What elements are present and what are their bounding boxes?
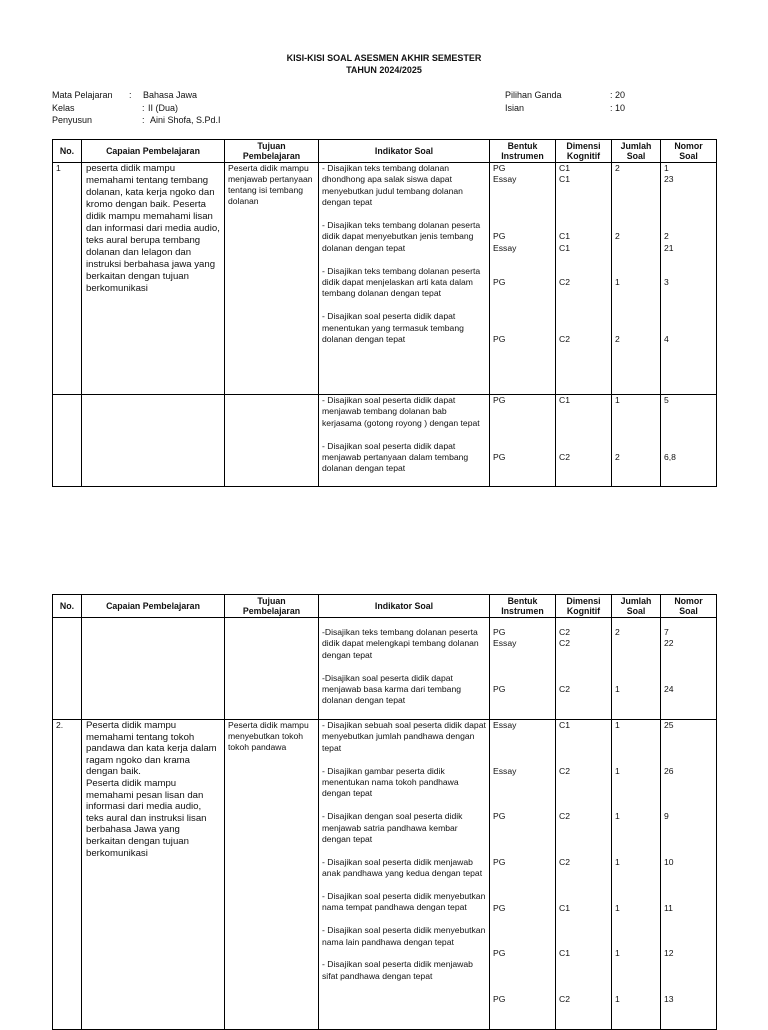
meta-class-label: Kelas [52, 102, 75, 113]
meta-subject [52, 89, 352, 102]
cell-jumlah [612, 618, 661, 720]
nomor-values: 1 23 2 21 3 4 [664, 163, 674, 345]
cell-nomor [661, 720, 717, 1030]
cell-no: 2. [53, 720, 82, 1030]
table-header-row [53, 595, 717, 618]
meta-mc-label: Pilihan Ganda [505, 90, 562, 100]
document-title: KISI-KISI SOAL ASESMEN AKHIR SEMESTER [286, 53, 482, 63]
indicator-item: - Disajikan soal peserta didik dapat menjawab pertanyaan dalam tembang dolanan dengan tepat [322, 440, 469, 474]
meta-author-sep: : [142, 115, 145, 125]
jumlah-values: 2 1 [615, 627, 620, 695]
indicator-item: - Disajikan teks tembang dolanan peserta didik dapat menjelaskan arti kata dalam tembang dolanan dengan tepat [322, 265, 481, 299]
cell-dimensi [556, 163, 612, 395]
grid-table-2 [52, 594, 717, 1030]
cell-bentuk [490, 618, 556, 720]
cell-no [53, 618, 82, 720]
indicator-item: - Disajikan dengan soal peserta didik menjawab satria pandhawa kembar dengan tepat [322, 811, 463, 845]
header-indikator: Indikator Soal [319, 140, 490, 163]
cell-cp: Peserta didik mampu memahami tentang tokoh pandawa dan kata kerja dalam ragam ngoko dan krama dengan baik. Peserta didik mampu memahami pesan lisan dan informasi dari media audio, teks aural dan instruksi lisan berbahasa Jawa yang berkaitan dengan tujuan berkomunikasi [82, 720, 225, 1030]
cell-bentuk [490, 163, 556, 395]
indicator-item: - Disajikan soal peserta didik menjawab anak pandhawa yang kedua dengan tepat [322, 856, 483, 879]
jumlah-values: 1 2 [615, 395, 620, 463]
indicator-item: - Disajikan soal peserta didik menyebutkan nama lain pandhawa dengan tepat [322, 925, 486, 947]
indicator-item: - Disajikan soal peserta didik dapat menjawab tembang dolanan bab kerjasama (gotong royong ) dengan tepat [322, 395, 480, 428]
header-indikator: Indikator Soal [319, 595, 490, 618]
meta-left [52, 89, 352, 127]
header-tp: Tujuan Pembelajaran [225, 595, 319, 618]
nomor-values: 7 22 24 [664, 627, 674, 695]
indicator-item: - Disajikan soal peserta didik menjawab sifat pandhawa dengan tepat [322, 959, 473, 981]
header-dimensi: Dimensi Kognitif [556, 595, 612, 618]
meta-class-value: II (Dua) [148, 102, 179, 113]
cell-jumlah [612, 720, 661, 1030]
jumlah-values: 2 2 1 2 [615, 163, 620, 345]
meta-class-sep: : [142, 102, 145, 113]
header-no: No. [53, 595, 82, 618]
cell-tp [225, 395, 319, 487]
nomor-values: 25 26 9 10 11 12 13 [664, 720, 674, 1004]
table-row [53, 720, 717, 1030]
dimensi-values: C1 C1 C1 C1 C2 C2 [559, 163, 570, 345]
meta-subject-sep: : [129, 90, 132, 100]
meta-essay-label: Isian [505, 102, 525, 113]
cell-cp [82, 395, 225, 487]
bentuk-values: Essay Essay PG PG PG PG PG [493, 720, 517, 1004]
header-jumlah: Jumlah Soal [612, 595, 661, 618]
header-bentuk: Bentuk Instrumen [490, 140, 556, 163]
header-nomor: Nomor Soal [661, 595, 717, 618]
cell-indikator [319, 720, 490, 1030]
cell-tp: Peserta didik mampu menyebutkan tokoh tokoh pandawa [225, 720, 319, 1030]
meta-multiple-choice [505, 89, 705, 102]
header-cp: Capaian Pembelajaran [82, 595, 225, 618]
indicator-item: -Disajikan soal peserta didik dapat menjawab basa karma dari tembang dolanan dengan tepat [322, 672, 462, 706]
cell-jumlah [612, 395, 661, 487]
cell-nomor [661, 395, 717, 487]
header-tp: Tujuan Pembelajaran [225, 140, 319, 163]
meta-right [505, 89, 705, 114]
header-nomor: Nomor Soal [661, 140, 717, 163]
meta-mc-value: : 20 [610, 90, 626, 100]
cell-nomor [661, 163, 717, 395]
indicator-item: - Disajikan soal peserta didik menyebutkan nama tempat pandhawa dengan tepat [322, 891, 486, 913]
meta-author-label: Penyusun [52, 115, 93, 125]
cell-nomor [661, 618, 717, 720]
indicator-list [322, 163, 486, 345]
table-row [53, 163, 717, 395]
meta-author [52, 114, 352, 127]
cell-bentuk [490, 720, 556, 1030]
cell-dimensi [556, 720, 612, 1030]
cell-cp: peserta didik mampu memahami tentang tembang dolanan, kata kerja ngoko dan kromo dengan baik. Peserta didik mampu memahami lisan dan informasi dari media audio, teks aural berupa tembang dolanan dan lelagon dan instruksi berbahasa jawa yang berkaitan dengan tujuan berkomunikasi [82, 163, 225, 395]
meta-subject-value: Bahasa Jawa [143, 90, 198, 100]
cell-indikator [319, 163, 490, 395]
cell-no: 1 [53, 163, 82, 395]
meta-essay [505, 102, 705, 115]
indicator-item: - Disajikan sebuah soal peserta didik dapat menyebutkan jumlah pandhawa dengan tepat [322, 720, 486, 753]
cell-indikator [319, 618, 490, 720]
header-cp: Capaian Pembelajaran [82, 140, 225, 163]
bentuk-values: PG Essay PG Essay PG PG [493, 163, 517, 345]
indicator-list [322, 395, 486, 475]
grid-table-1 [52, 139, 717, 487]
header-dimensi: Dimensi Kognitif [556, 140, 612, 163]
nomor-values: 5 6,8 [664, 395, 676, 463]
cell-bentuk [490, 395, 556, 487]
table-row [53, 395, 717, 487]
indicator-item: -Disajikan teks tembang dolanan peserta didik dapat melengkapi tembang dolanan dengan tepat [322, 627, 479, 660]
header-jumlah: Jumlah Soal [612, 140, 661, 163]
indicator-list [322, 720, 486, 982]
meta-subject-label: Mata Pelajaran [52, 90, 113, 100]
cell-jumlah [612, 163, 661, 395]
meta-author-value: Aini Shofa, S.Pd.I [150, 115, 221, 125]
dimensi-values: C1 C2 C2 C2 C1 C1 C2 [559, 720, 570, 1004]
jumlah-values: 1 1 1 1 1 1 1 [615, 720, 620, 1004]
dimensi-values: C1 C2 [559, 395, 570, 463]
header-no: No. [53, 140, 82, 163]
bentuk-values: PG PG [493, 395, 506, 463]
header-bentuk: Bentuk Instrumen [490, 595, 556, 618]
indicator-item: - Disajikan gambar peserta didik menentukan nama tokoh pandhawa dengan tepat [322, 765, 459, 799]
meta-class [52, 102, 352, 115]
indicator-item: - Disajikan soal peserta didik dapat menentukan yang termasuk tembang dolanan dengan tepat [322, 311, 464, 345]
cell-indikator [319, 395, 490, 487]
cell-tp: Peserta didik mampu menjawab pertanyaan tentang isi tembang dolanan [225, 163, 319, 395]
cell-dimensi [556, 395, 612, 487]
indicator-item: - Disajikan teks tembang dolanan dhondhong apa salak siswa dapat menyebutkan judul tembang dolanan dengan tepat [322, 163, 463, 208]
cell-cp [82, 618, 225, 720]
table-header-row [53, 140, 717, 163]
cell-dimensi [556, 618, 612, 720]
bentuk-values: PG Essay PG [493, 627, 517, 695]
indicator-list [322, 627, 486, 707]
meta-essay-value: : 10 [610, 102, 626, 113]
document-subtitle: TAHUN 2024/2025 [346, 65, 422, 75]
cell-tp [225, 618, 319, 720]
cell-no [53, 395, 82, 487]
indicator-item: - Disajikan teks tembang dolanan peserta didik dapat menyebutkan jenis tembang dolanan dengan tepat [322, 220, 481, 253]
table-row [53, 618, 717, 720]
dimensi-values: C2 C2 C2 [559, 627, 570, 695]
